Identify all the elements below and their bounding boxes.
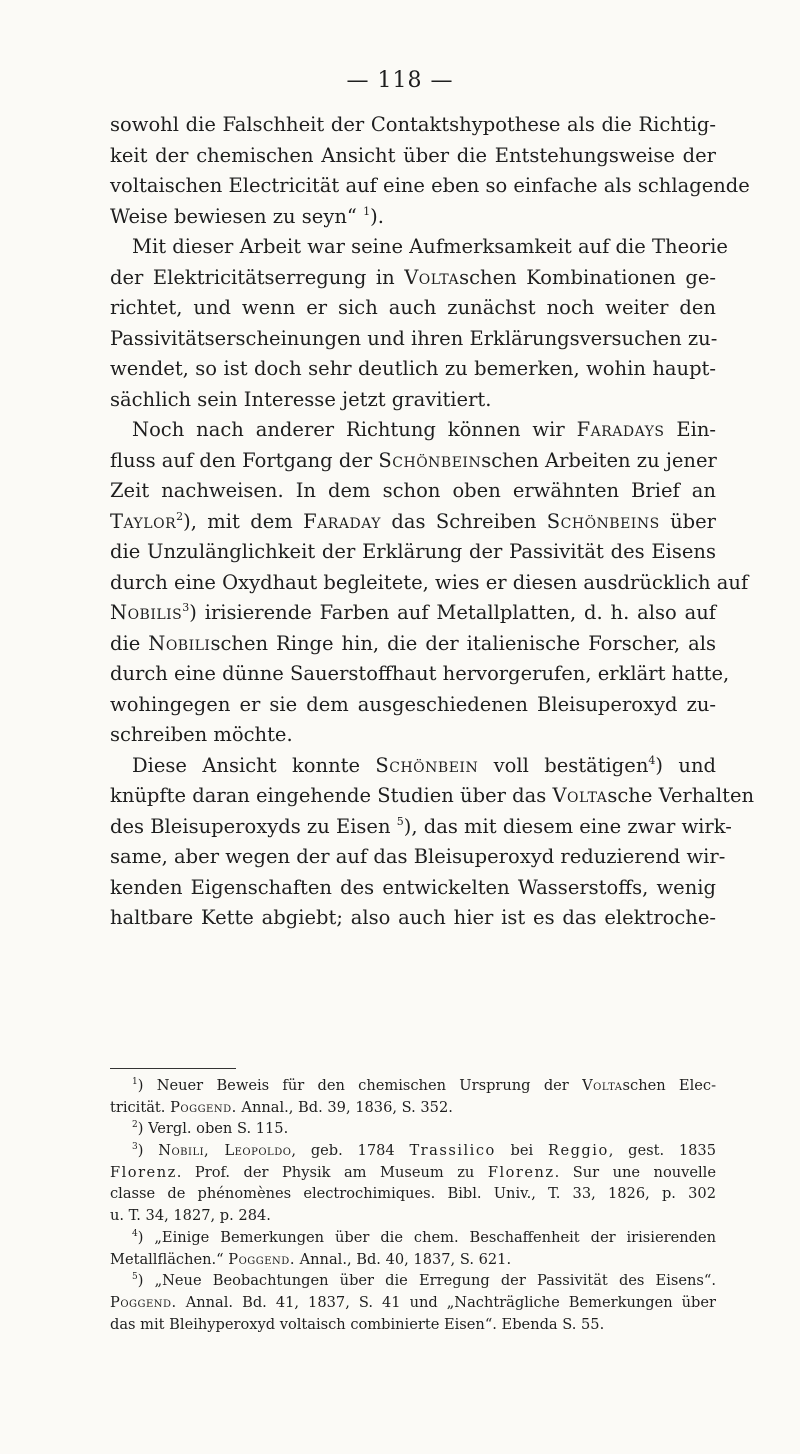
footnote-line: Metallflächen.“ Poggend. Annal., Bd. 40, 1837, S. 621. [110, 1250, 512, 1268]
text-line: same, aber wegen der auf das Bleisuperoxyd reduzierend wir- [110, 845, 726, 868]
page-number: — 118 — [346, 68, 454, 93]
footnote-line: $^5$) „Neue Beobachtungen über die Erregung der Passivität des Eisens“. [132, 1272, 716, 1290]
text-line: richtet, und wenn er sich auch zunächst noch weiter den [110, 296, 716, 319]
text-line: des Bleisuperoxyds zu Eisen $^5$), das mit diesem eine zwar wirk- [110, 814, 732, 838]
author-name: Taylor [110, 509, 177, 533]
text-line: kenden Eigenschaften des entwickelten Wasserstoffs, wenig [110, 875, 716, 899]
text-line: der Elektricitätserregung in Voltaschen Kombinationen ge- [110, 265, 716, 289]
main-text [110, 110, 755, 934]
author-name: Schönbeins [546, 509, 660, 533]
text-line: Taylor$^2$), mit dem Faraday das Schreiben Schönbeins über [110, 509, 716, 533]
text-line: voltaischen Electricität auf eine eben so einfache als schlagende [110, 174, 750, 197]
text-line: durch eine dünne Sauerstoffhaut hervorgerufen, erklärt hatte, [110, 662, 730, 685]
footnote-line: classe de phénomènes electrochimiques. Bibl. Univ., T. 33, 1826, p. 302 [110, 1185, 716, 1203]
text-line: Weise bewiesen zu seyn“ $^1$). [110, 204, 384, 228]
author-name: Faradays [576, 418, 665, 441]
footnote-line: Florenz. Prof. der Physik am Museum zu Florenz. Sur une nouvelle [110, 1163, 716, 1181]
author-name: Nobilis [110, 601, 183, 624]
footnote-line: das mit Bleihyperoxyd voltaisch combinierte Eisen“. Ebenda S. 55. [110, 1315, 605, 1333]
author-name: Schönbein [375, 753, 479, 777]
footnote-marker: 1 [132, 1077, 138, 1087]
footnote-line: $^4$) „Einige Bemerkungen über die chem. Beschaffenheit der irisierenden [132, 1228, 716, 1246]
text-line: Diese Ansicht konnte Schönbein voll bestätigen$^4$) und [132, 753, 716, 777]
text-line: Mit dieser Arbeit war seine Aufmerksamkeit auf die Theorie [132, 235, 728, 258]
footnote-ref: 5 [396, 814, 404, 828]
footnote-marker: 5 [132, 1272, 138, 1283]
text-line: Nobilis$^3$) irisierende Farben auf Metallplatten, d. h. also auf [110, 601, 716, 624]
text-line: durch eine Oxydhaut begleitete, wies er diesen ausdrücklich auf [110, 570, 749, 594]
text-line: sächlich sein Interesse jetzt gravitiert. [110, 387, 492, 411]
text-line: knüpfte daran eingehende Studien über das Voltasche Verhalten [110, 784, 755, 807]
footnote-ref: 2 [176, 509, 184, 523]
text-line: Zeit nachweisen. In dem schon oben erwähnten Brief an [110, 479, 716, 502]
footnote-marker: 2 [132, 1120, 138, 1131]
footnote-ref: 1 [363, 204, 371, 218]
text-line: die Nobilischen Ringe hin, die der italienische Forscher, als [110, 631, 716, 655]
text-line: fluss auf den Fortgang der Schönbeinschen Arbeiten zu jener [110, 448, 717, 472]
text-line: die Unzulänglichkeit der Erklärung der Passivität des Eisens [110, 540, 716, 563]
footnote-line: $^2$) Vergl. oben S. 115. [132, 1120, 289, 1138]
text-line: wendet, so ist doch sehr deutlich zu bemerken, wohin haupt- [110, 357, 716, 380]
text-line: keit der chemischen Ansicht über die Entstehungsweise der [110, 143, 716, 167]
footnote-marker: 3 [132, 1142, 138, 1153]
footnote-line: tricität. Poggend. Annal., Bd. 39, 1836, S. 352. [110, 1098, 453, 1116]
footnote-line: Poggend. Annal. Bd. 41, 1837, S. 41 und „Nachträgliche Bemerkungen über [110, 1293, 716, 1311]
text-line: wohingegen er sie dem ausgeschiedenen Bleisuperoxyd zu- [110, 692, 716, 716]
footnote-ref: 4 [648, 753, 656, 767]
text-line: haltbare Kette abgiebt; also auch hier ist es das elektroche- [110, 906, 716, 929]
footnote-ref: 3 [182, 601, 190, 614]
author-name: Faraday [303, 509, 381, 533]
footnote-line: $^3$) Nobili, Leopoldo, geb. 1784 Trassilico bei Reggio, gest. 1835 [132, 1142, 716, 1160]
author-name: Volta [404, 265, 460, 289]
footnote-line: $^1$) Neuer Beweis für den chemischen Ursprung der Voltaschen Elec- [132, 1077, 716, 1094]
footnote-divider [110, 1068, 236, 1069]
footnote-marker: 4 [132, 1228, 138, 1239]
author-name: Volta [552, 784, 608, 807]
author-name: Schönbein [378, 448, 482, 472]
text-line: schreiben möchte. [110, 723, 293, 746]
footnote-line: u. T. 34, 1827, p. 284. [110, 1207, 271, 1225]
author-name: Nobili [148, 631, 211, 655]
text-line: sowohl die Falschheit der Contaktshypothese als die Richtig- [110, 113, 716, 136]
text-line: Noch nach anderer Richtung können wir Faradays Ein- [132, 418, 716, 441]
text-line: Passivitätserscheinungen und ihren Erklärungsversuchen zu- [110, 326, 718, 350]
footnotes [110, 1075, 716, 1335]
